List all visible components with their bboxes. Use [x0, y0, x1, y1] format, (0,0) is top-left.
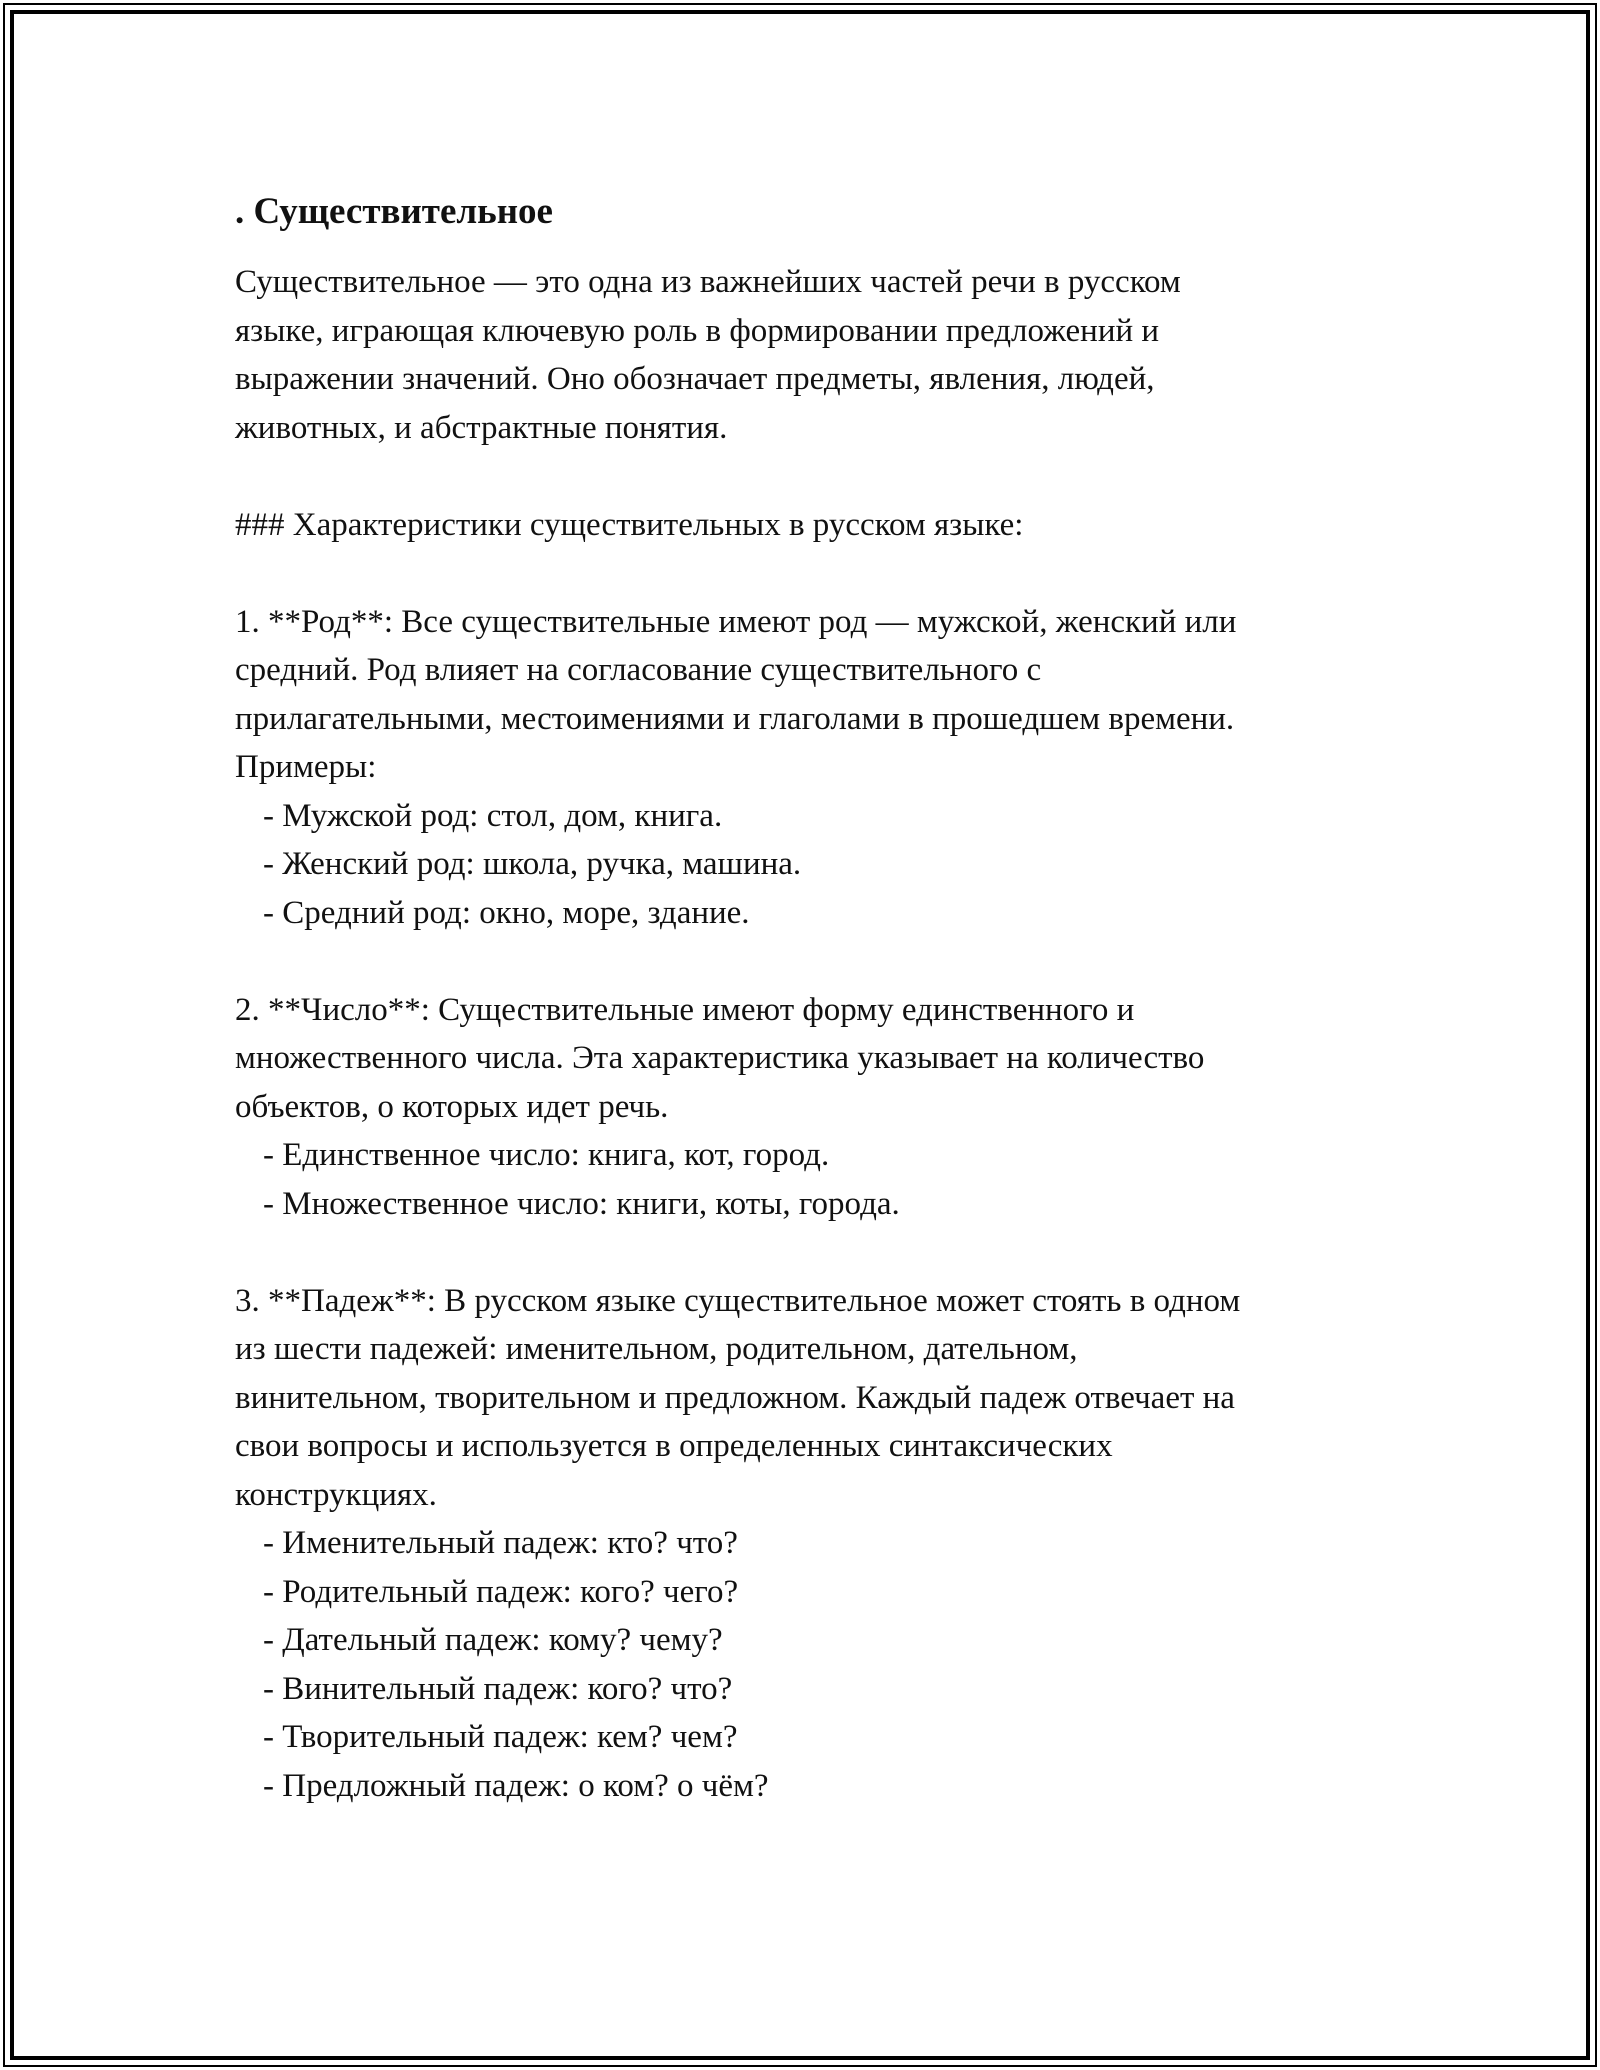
list-item: - Средний род: окно, море, здание. — [263, 894, 750, 931]
list-item: - Предложный падеж: о ком? о чём? — [263, 1767, 769, 1804]
intro-line: Существительное — это одна из важнейших частей речи в русском — [235, 264, 1181, 300]
section-line: из шести падежей: именительном, родительном, дательном, — [235, 1331, 1078, 1367]
section-line: средний. Род влияет на согласование существительного с — [235, 652, 1042, 688]
section-line: прилагательными, местоимениями и глаголами в прошедшем времени. — [235, 700, 1235, 737]
section-line: объектов, о которых идет речь. — [235, 1088, 669, 1125]
list-item: - Мужской род: стол, дом, книга. — [263, 797, 723, 834]
section-subheading: ### Характеристики существительных в русском языке: — [235, 506, 1024, 543]
section-number — [235, 986, 1385, 1229]
intro-line: языке, играющая ключевую роль в формировании предложений и — [235, 312, 1160, 349]
section-line: свои вопросы и используется в определенных синтаксических — [235, 1428, 1113, 1464]
intro-line: животных, и абстрактные понятия. — [235, 409, 728, 446]
section-line: винительном, творительном и предложном. Каждый падеж отвечает на — [235, 1379, 1235, 1416]
list-item: - Родительный падеж: кого? чего? — [263, 1573, 739, 1610]
spacer — [235, 452, 1385, 501]
section-line: конструкциях. — [235, 1476, 437, 1513]
section-line: 3. **Падеж**: В русском языке существительное может стоять в одном — [235, 1282, 1241, 1319]
list-item: - Единственное число: книга, кот, город. — [263, 1137, 830, 1173]
list-item: - Множественное число: книги, коты, города. — [263, 1185, 900, 1222]
section-line: Примеры: — [235, 749, 377, 785]
section-gender — [235, 598, 1385, 938]
section-line: 2. **Число**: Существительные имеют форму единственного и — [235, 991, 1135, 1028]
spacer — [235, 1228, 1385, 1277]
section-line: множественного числа. Эта характеристика указывает на количество — [235, 1040, 1205, 1076]
document-title: . Существительное — [235, 191, 553, 232]
list-item: - Женский род: школа, ручка, машина. — [263, 846, 802, 882]
list-item: - Винительный падеж: кого? что? — [263, 1670, 733, 1707]
spacer — [235, 549, 1385, 598]
section-line: 1. **Род**: Все существительные имеют род — мужской, женский или — [235, 603, 1237, 640]
list-item: - Дательный падеж: кому? чему? — [263, 1622, 723, 1658]
list-item: - Именительный падеж: кто? что? — [263, 1525, 738, 1561]
spacer — [235, 937, 1385, 986]
section-case — [235, 1277, 1385, 1811]
intro-paragraph — [235, 258, 1385, 452]
document-body — [235, 186, 1385, 1810]
list-item: - Творительный падеж: кем? чем? — [263, 1719, 738, 1755]
intro-line: выражении значений. Оно обозначает предметы, явления, людей, — [235, 361, 1155, 397]
